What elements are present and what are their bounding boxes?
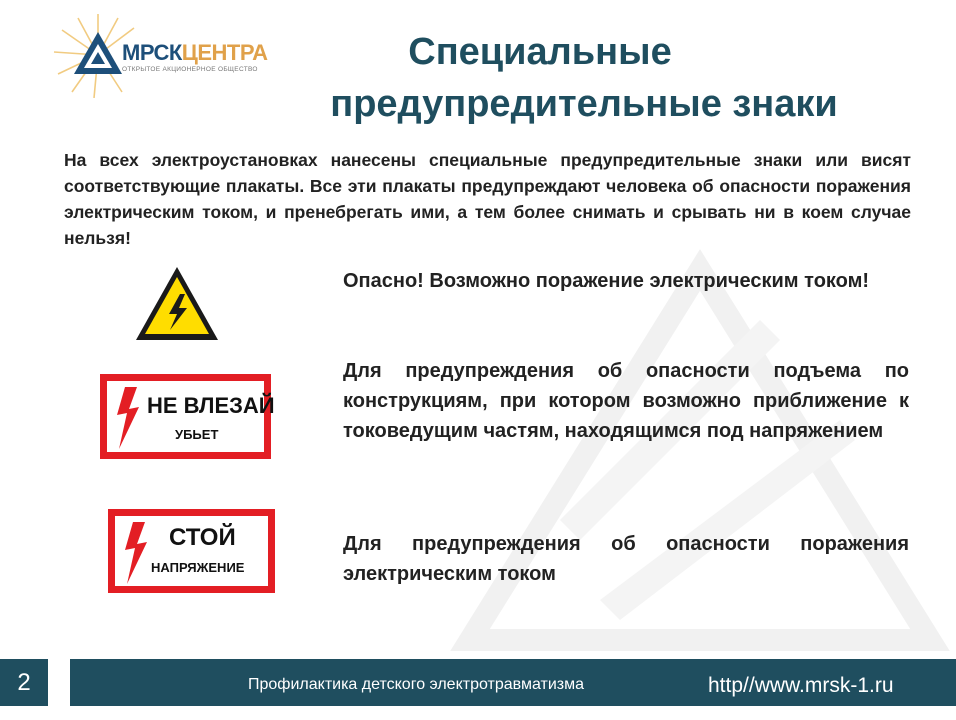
sign-2-sub-text: УБЬЕТ: [175, 427, 219, 442]
lightning-bolt-icon: [113, 385, 143, 451]
sign-1-description: Опасно! Возможно поражение электрическим током!: [343, 270, 870, 292]
logo-name: МРСК: [122, 40, 182, 65]
footer-url: http//www.mrsk-1.ru: [708, 674, 894, 697]
logo-subtitle: ОТКРЫТОЕ АКЦИОНЕРНОЕ ОБЩЕСТВО: [122, 66, 258, 73]
intro-paragraph: На всех электроустановках нанесены специальные предупредительные знаки или висят соответствующие плакаты. Все эти плакаты предупреждают человека об опасности поражения электрическим током, и пренебрегать ими, а тем более снимать и срывать ни в коем случае нельзя!: [64, 150, 911, 248]
title-line-2: предупредительные знаки: [330, 83, 838, 125]
logo-wordmark: [122, 40, 267, 66]
logo-name-accent: ЦЕНТРА: [181, 40, 268, 65]
title-line-1: Специальные: [408, 31, 672, 73]
sign-3-main-text: СТОЙ: [169, 524, 236, 551]
high-voltage-triangle-icon: [133, 264, 221, 343]
company-logo: [50, 12, 268, 98]
sign-3-sub-text: НАПРЯЖЕНИЕ: [151, 560, 245, 575]
do-not-climb-sign: [100, 374, 275, 459]
sign-3-description: Для предупреждения об опасности поражения электрическим током: [343, 533, 909, 585]
sign-2-main-text: НЕ ВЛЕЗАЙ: [147, 393, 275, 418]
stop-voltage-sign: [108, 509, 275, 593]
lightning-bolt-icon: [121, 520, 151, 586]
footer-topic: Профилактика детского электротравматизма: [248, 676, 585, 693]
sign-2-description: Для предупреждения об опасности подъема по конструкциям, при котором возможно приближение к токоведущим частям, находящимся под напряжением: [343, 360, 909, 442]
page-title: [300, 26, 838, 130]
page-number: 2: [0, 659, 48, 706]
